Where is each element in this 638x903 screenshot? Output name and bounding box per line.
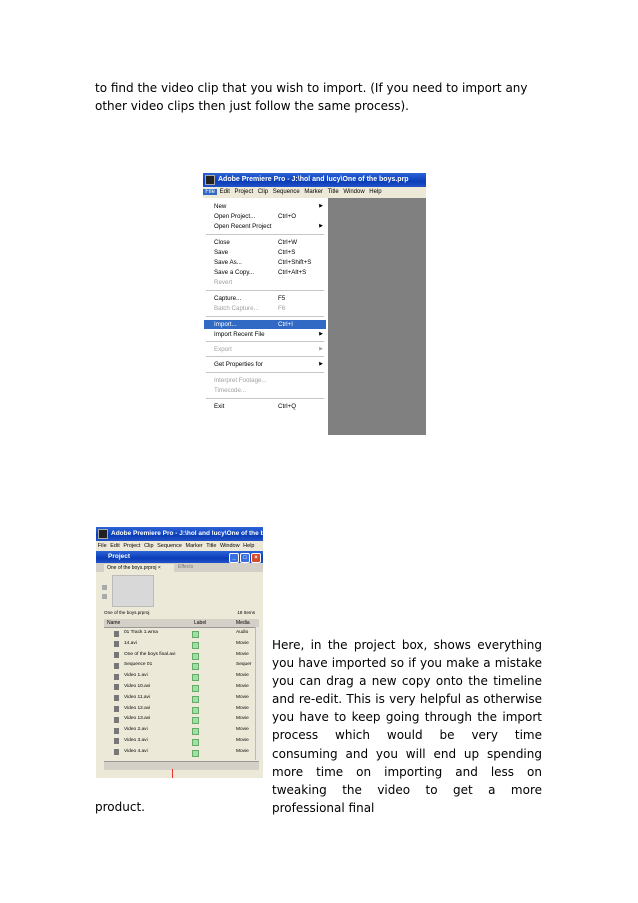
menu-item-batch-capture: Batch Capture... F6: [214, 305, 286, 312]
menu-help[interactable]: Help: [243, 543, 255, 549]
menu-sequence[interactable]: Sequence: [157, 543, 182, 549]
description-paragraph: Here, in the project box, shows everything you have imported so if you make a mistake you can drag a new copy onto the timeline and re-edit. This is very helpful as otherwise you have to keep going through the import process which would be very time consuming and you will end up spending more time on importing and less on tweaking the video to get a more professional final: [272, 638, 542, 815]
media-file-icon: [114, 749, 119, 755]
submenu-arrow-icon: ▶: [319, 346, 323, 352]
app-title-bar: [96, 527, 285, 541]
item-name: Sequence 01: [124, 662, 153, 668]
media-file-icon: [114, 674, 119, 680]
label-color-swatch: [192, 631, 199, 638]
item-name: Video 3.avi: [124, 737, 148, 743]
media-file-icon: [114, 706, 119, 712]
menu-window[interactable]: Window: [220, 543, 240, 549]
item-name: Video 1.avi: [124, 673, 148, 679]
project-item-row[interactable]: [104, 725, 259, 736]
item-name: Video 4.avi: [124, 748, 148, 754]
preview-icon: [102, 585, 107, 590]
media-file-icon: [114, 684, 119, 690]
premiere-app-icon: [98, 529, 108, 539]
submenu-arrow-icon: ▶: [319, 223, 323, 229]
item-name: 01 Track 1.wma: [124, 630, 158, 635]
label-color-swatch: [192, 728, 199, 735]
menu-file[interactable]: File: [97, 543, 107, 549]
label-color-swatch: [192, 642, 199, 649]
menu-window[interactable]: Window: [343, 189, 365, 195]
submenu-arrow-icon: ▶: [319, 361, 323, 367]
project-item-row[interactable]: [104, 671, 259, 682]
submenu-arrow-icon: ▶: [319, 203, 323, 209]
project-panel-title: Project: [108, 553, 131, 560]
project-item-row[interactable]: [104, 660, 259, 671]
close-icon[interactable]: ×: [251, 553, 261, 563]
label-color-swatch: [192, 707, 199, 714]
menu-item-timecode: Timecode...: [214, 387, 247, 394]
app-title: Adobe Premiere Pro - J:\hol and lucy\One of the boys.pr: [111, 530, 285, 537]
menu-separator: [206, 341, 324, 342]
label-color-swatch: [192, 685, 199, 692]
media-file-icon: [114, 717, 119, 723]
menu-separator: [206, 290, 324, 291]
panel-toolbar: [104, 761, 259, 770]
closing-word: product.: [95, 800, 145, 814]
menu-edit[interactable]: Edit: [219, 189, 230, 195]
project-item-row[interactable]: [104, 650, 259, 661]
menu-sequence[interactable]: Sequence: [272, 189, 300, 195]
label-color-swatch: [192, 653, 199, 660]
item-media-type: Movie: [236, 748, 249, 754]
menu-file[interactable]: File: [203, 189, 217, 195]
tab-effects[interactable]: Effects: [178, 564, 194, 570]
menu-item-new[interactable]: New ▶: [214, 203, 323, 210]
menu-separator: [206, 372, 324, 373]
label-color-swatch: [192, 739, 199, 746]
intro-paragraph: to find the video clip that you wish to import. (If you need to import any other video clips then just follow the same process).: [95, 81, 528, 113]
menu-title[interactable]: Title: [206, 543, 217, 549]
menu-bar: [96, 541, 263, 551]
media-file-icon: [114, 728, 119, 734]
item-name: Video 12.avi: [124, 705, 151, 711]
menu-help[interactable]: Help: [369, 189, 382, 195]
project-item-row[interactable]: [104, 714, 259, 725]
submenu-arrow-icon: ▶: [319, 331, 323, 337]
menu-separator: [206, 316, 324, 317]
menu-item-exit[interactable]: Exit Ctrl+Q: [214, 403, 297, 410]
item-media-type: Movie: [236, 640, 249, 646]
project-item-row[interactable]: [104, 704, 259, 715]
menu-marker[interactable]: Marker: [185, 543, 203, 549]
vertical-scrollbar[interactable]: [255, 627, 261, 760]
item-name: Video 10.avi: [124, 683, 151, 689]
media-file-icon: [114, 738, 119, 744]
label-color-swatch: [192, 717, 199, 724]
menu-clip[interactable]: Clip: [257, 189, 269, 195]
screenshot-file-menu: [203, 173, 426, 435]
label-color-swatch: [192, 663, 199, 670]
project-item-row[interactable]: [104, 747, 259, 758]
play-icon[interactable]: [102, 594, 107, 599]
project-tabs: [96, 563, 263, 572]
column-media[interactable]: Media: [236, 620, 250, 626]
label-color-swatch: [192, 750, 199, 757]
menu-item-open-recent-project[interactable]: Open Recent Project ▶: [214, 223, 323, 230]
item-media-type: Movie: [236, 705, 249, 711]
menu-item-open-project[interactable]: Open Project... Ctrl+O: [214, 213, 297, 220]
file-menu-dropdown: [203, 198, 329, 435]
clip-preview-thumbnail: [112, 575, 154, 607]
project-item-row[interactable]: [104, 628, 259, 639]
screenshot-project-panel: [96, 527, 285, 778]
item-name: One of the boys final.avi: [124, 651, 176, 657]
project-item-row[interactable]: [104, 736, 259, 747]
menu-project[interactable]: Project: [123, 543, 141, 549]
item-media-type: Movie: [236, 727, 249, 733]
item-media-type: Audio: [236, 630, 249, 635]
column-label[interactable]: Label: [194, 620, 207, 626]
project-file-name: One of the boys.prproj: [104, 610, 150, 615]
menu-edit[interactable]: Edit: [110, 543, 120, 549]
project-item-list: [104, 628, 259, 758]
menu-item-import[interactable]: Import... Ctrl+I: [204, 320, 326, 329]
app-title: Adobe Premiere Pro - J:\hol and lucy\One of the boys.prp: [218, 176, 409, 183]
item-name: Video 11.avi: [124, 694, 150, 700]
menu-item-capture[interactable]: Capture... F5: [214, 295, 286, 302]
menu-item-interpret-footage: Interpret Footage...: [214, 377, 267, 384]
item-media-type: Movie: [236, 737, 249, 743]
item-media-type: Movie: [236, 683, 249, 689]
menu-title[interactable]: Title: [327, 189, 339, 195]
column-header: [104, 619, 259, 628]
menu-marker[interactable]: Marker: [304, 189, 324, 195]
item-count: 18 Items: [237, 610, 255, 615]
menu-separator: [206, 234, 324, 235]
item-name: Video 2.avi: [124, 727, 148, 733]
project-panel-title-bar: [96, 551, 263, 563]
menu-bar: [203, 187, 426, 198]
menu-item-revert: Revert: [214, 279, 233, 286]
menu-separator: [206, 356, 324, 357]
project-info-bar: [104, 609, 259, 617]
item-media-type: Sequer: [236, 662, 252, 668]
app-title-bar: [203, 173, 426, 187]
item-media-type: Movie: [236, 651, 249, 657]
item-name: Video 13.avi: [124, 716, 151, 722]
premiere-app-icon: [205, 175, 215, 185]
project-item-row[interactable]: [104, 682, 259, 693]
media-file-icon: [114, 695, 119, 701]
item-media-type: Movie: [236, 716, 249, 722]
menu-item-export: Export ▶: [214, 346, 323, 353]
menu-item-import-recent-file[interactable]: Import Recent File ▶: [214, 331, 323, 338]
column-name[interactable]: Name: [107, 620, 121, 626]
item-name: 14.avi: [124, 640, 137, 646]
item-media-type: Movie: [236, 694, 249, 700]
item-media-type: Movie: [236, 673, 249, 679]
menu-separator: [206, 398, 324, 399]
menu-project[interactable]: Project: [234, 189, 254, 195]
label-color-swatch: [192, 696, 199, 703]
menu-item-save-as[interactable]: Save As... Ctrl+Shift+S: [214, 259, 312, 266]
media-file-icon: [114, 641, 119, 647]
menu-item-save-a-copy[interactable]: Save a Copy... Ctrl+Alt+S: [214, 269, 307, 276]
maximize-icon[interactable]: □: [240, 553, 250, 563]
media-file-icon: [114, 631, 119, 637]
tab-project[interactable]: One of the boys.prproj ×: [104, 564, 174, 572]
project-item-row[interactable]: [104, 639, 259, 650]
label-color-swatch: [192, 674, 199, 681]
media-file-icon: [114, 663, 119, 669]
menu-item-close[interactable]: Close Ctrl+W: [214, 239, 298, 246]
minimize-icon[interactable]: _: [229, 553, 239, 563]
menu-clip[interactable]: Clip: [144, 543, 154, 549]
project-item-row[interactable]: [104, 693, 259, 704]
menu-item-get-properties-for[interactable]: Get Properties for ▶: [214, 361, 323, 368]
timeline-playhead: [172, 769, 173, 778]
media-file-icon: [114, 652, 119, 658]
menu-item-save[interactable]: Save Ctrl+S: [214, 249, 296, 256]
